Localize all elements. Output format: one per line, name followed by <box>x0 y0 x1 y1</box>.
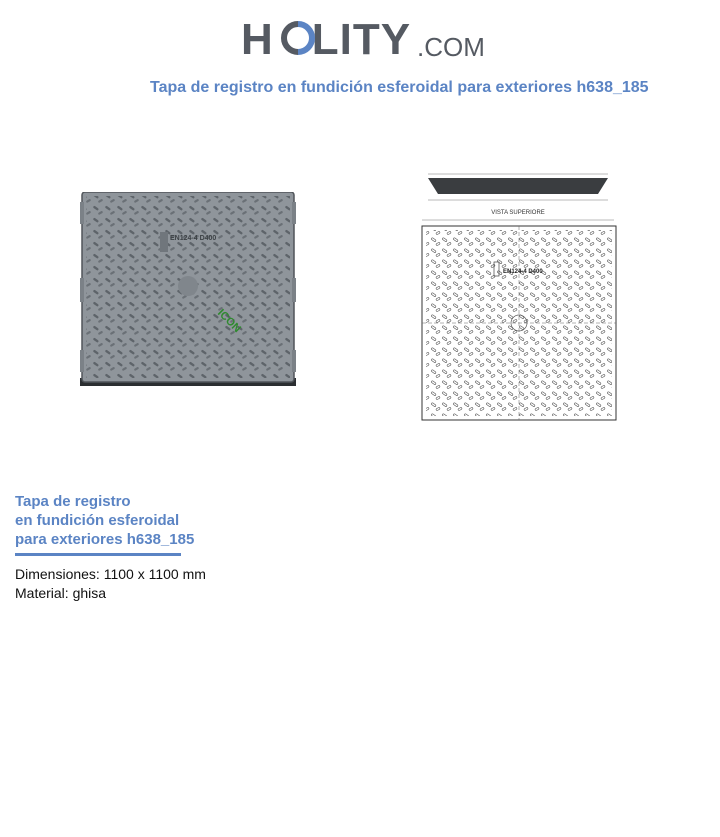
product-title-line-2: en fundición esferoidal <box>15 512 180 529</box>
logo-suffix: .COM <box>417 32 485 62</box>
drawing-view-label: VISTA SUPERIORE <box>491 210 545 216</box>
logo-wordmark: H LITY <box>241 15 412 64</box>
title-underline <box>15 553 181 556</box>
photo-brand-mark: ICON <box>215 307 243 336</box>
product-title <box>15 492 194 549</box>
technical-drawing <box>408 170 628 425</box>
product-title-line-3: para exteriores h638_185 <box>15 531 195 548</box>
logo-o-ring-icon <box>281 21 315 55</box>
spec-dimensions: Dimensiones: 1100 x 1100 mm <box>15 566 206 582</box>
product-photo <box>80 192 296 392</box>
photo-marking: EN124-4 D400 <box>170 235 217 242</box>
product-title-line-1: Tapa de registro <box>15 493 131 510</box>
page-title: Tapa de registro en fundición esferoidal para exteriores h638_185 <box>150 79 649 96</box>
drawing-marking: EN124-4 D400 <box>503 269 543 275</box>
spec-material: Material: ghisa <box>15 585 107 601</box>
holity-logo[interactable] <box>241 14 485 64</box>
